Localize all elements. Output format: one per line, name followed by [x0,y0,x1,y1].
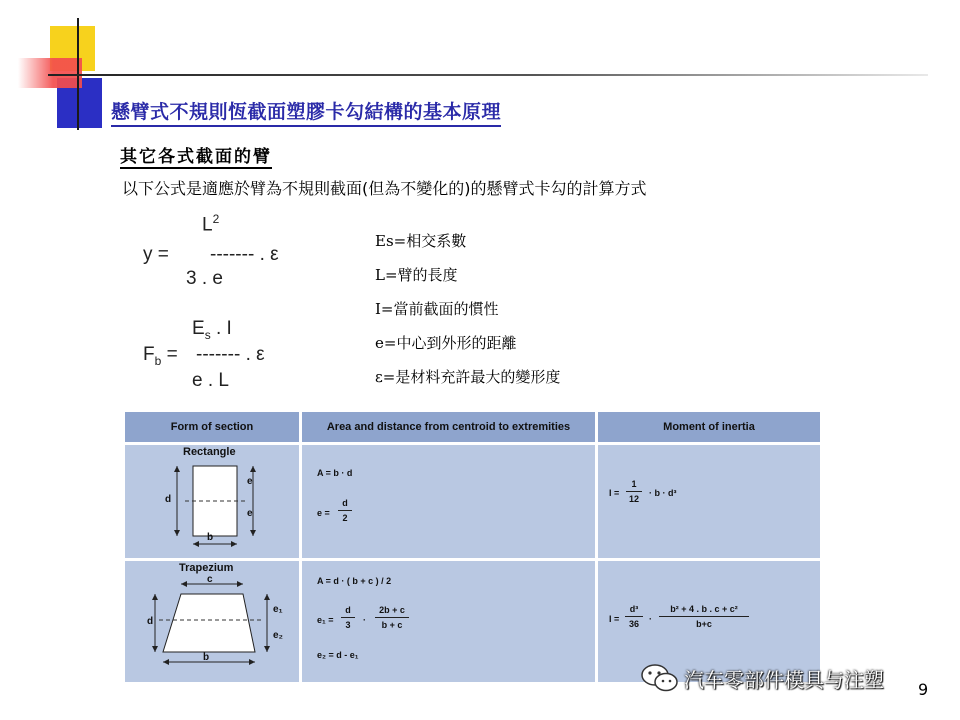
trapezium-diagram [145,572,295,672]
formula1-lhs: y = [143,244,169,265]
formula1-dashes: ------- . ε [210,244,279,265]
rectangle-title: Rectangle [183,446,236,458]
trap-e1-dot: · [363,615,366,625]
trapezium-title: Trapezium [179,562,234,574]
header-form-of-section: Form of section [125,412,299,442]
rect-inertia-lhs: I = [609,488,620,498]
trap-label-d: d [147,616,154,627]
trap-label-e1: e₁ [273,604,283,615]
rect-area-formula: A = b · d [317,468,353,478]
trap-inertia-dot: · [649,614,652,624]
formula1-denominator: 3 . e [186,268,223,289]
rect-label-b: b [207,532,214,543]
trap-e1-lhs: e₁ = [317,615,334,625]
column-divider [299,412,302,682]
rect-label-e-top: e [247,476,253,487]
trap-inertia-fraction-b: b² + 4 . b . c + c² b+c [659,604,749,629]
column-divider [595,412,598,682]
rect-e-fraction: d 2 [338,498,352,523]
section-subtitle: 其它各式截面的臂 [120,142,272,169]
page-number: 9 [918,680,929,699]
header-moment-of-inertia: Moment of inertia [598,412,820,442]
trap-area-formula: A = d · ( b + c ) / 2 [317,576,392,586]
trap-label-b: b [203,652,210,663]
definition-i: I=當前截面的慣性 [375,300,499,318]
decor-red-gradient [18,58,82,88]
definition-epsilon: ε=是材料充許最大的變形度 [375,368,561,386]
section-properties-table [125,412,820,682]
trap-e1-fraction-a: d 3 [341,605,355,630]
rect-e-lhs: e = [317,508,330,518]
definition-es: Es=相交系數 [375,232,467,250]
formula2-dashes: ------- . ε [196,344,265,365]
definition-e: e=中心到外形的距離 [375,334,517,352]
trap-inertia-fraction-a: d³ 36 [625,604,643,629]
header-area-distance: Area and distance from centroid to extremities [302,412,595,442]
trap-label-c: c [207,574,213,585]
row-divider [125,442,820,445]
watermark-text: 汽车零部件模具与注塑 [684,667,884,692]
formula-force [140,316,300,396]
header-divider [48,74,928,76]
watermark [640,660,884,696]
formula1-numerator: $L^2$ [202,212,220,236]
formula2-denominator: e . L [192,370,229,391]
rect-label-e-bottom: e [247,508,253,519]
rect-inertia-fraction: 1 12 [626,479,642,504]
formula2-numerator: $E_s$ . I [192,318,232,342]
formula-deflection [140,212,300,302]
wechat-icon [640,662,680,694]
formula2-lhs: $F_b$ = [143,344,178,368]
trap-label-e2: e₂ [273,630,284,641]
definition-l: L=臂的長度 [375,266,458,284]
variable-definitions [375,230,560,400]
trap-inertia-lhs: I = [609,614,620,624]
slide-title: 懸臂式不規則恆截面塑膠卡勾結構的基本原理 [111,97,501,127]
rect-label-d: d [165,494,172,505]
rect-inertia-rhs: · b · d³ [649,488,677,498]
trap-e2-formula: e₂ = d - e₁ [317,650,359,660]
trap-e1-fraction-b: 2b + c b + c [375,605,409,630]
row-divider [125,558,820,561]
rectangle-diagram [155,458,275,554]
intro-text: 以下公式是適應於臂為不規則截面(但為不變化的)的懸臂式卡勾的計算方式 [122,179,647,198]
